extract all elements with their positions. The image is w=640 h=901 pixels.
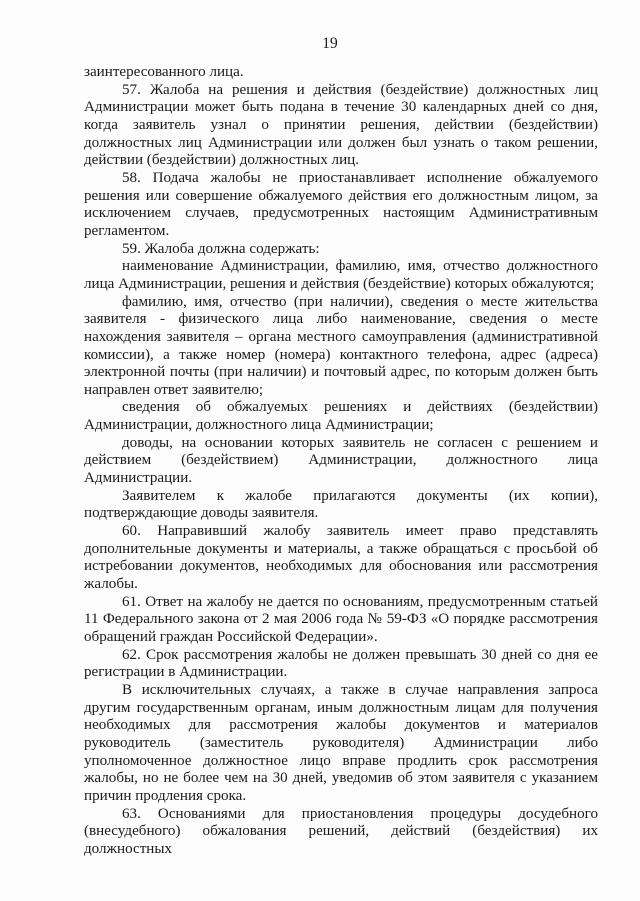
paragraph-continuation: заинтересованного лица. <box>84 64 244 80</box>
paragraph-59-item-3: сведения об обжалуемых решениях и действиях (бездействии) Администрации, должностного лица Администрации; <box>84 399 598 434</box>
paragraph-61: 61. Ответ на жалобу не дается по основаниям, предусмотренным статьей 11 Федерального закона от 2 мая 2006 года № 59-ФЗ «О порядке рассмотрения обращений граждан Российской Федерации». <box>84 593 598 645</box>
document-body <box>84 64 598 859</box>
paragraph-57: 57. Жалоба на решения и действия (бездействие) должностных лиц Администрации может быть подана в течение 30 календарных дней со дня, когда заявитель узнал о принятии решения, действии (бездействии) должностных лиц Администрации или должен был узнать о таком решении, действии (бездействии) должностных лиц. <box>84 81 598 169</box>
paragraph-59-item-1: наименование Администрации, фамилию, имя, отчество должностного лица Администрации, решения и действия (бездействие) которых обжалуются; <box>84 258 598 292</box>
paragraph-59-item-4: доводы, на основании которых заявитель не согласен с решением и действием (бездействием) Администрации, должностного лица Администрации. <box>84 434 598 487</box>
paragraph-59-item-2: фамилию, имя, отчество (при наличии), сведения о месте жительства заявителя - физического лица либо наименование, сведения о месте нахождения заявителя – органа местного самоуправления (административной комиссии), а также номер (номера) контактного телефона, адрес (адреса) электронной почты (при наличии) и почтовый адрес, по которым должен быть направлен ответ заявителю; <box>84 293 598 398</box>
paragraph-60: 60. Направивший жалобу заявитель имеет право представлять дополнительные документы и материалы, а также обращаться с просьбой об истребовании документов, необходимых для обоснования или рассмотрения жалобы. <box>84 523 598 593</box>
paragraph-59: 59. Жалоба должна содержать: <box>122 240 320 257</box>
paragraph-59-attachments: Заявителем к жалобе прилагаются документы (их копии), подтверждающие доводы заявителя. <box>84 487 598 522</box>
page-number: 19 <box>322 35 338 52</box>
paragraph-62-exceptions: В исключительных случаях, а также в случае направления запроса другим государственным органам, иным должностным лицам для получения необходимых для рассмотрения жалобы документов и материалов руководитель (заместитель руководителя) Администрации либо уполномоченное должностное лицо вправе продлить срок рассмотрения жалобы, но не более чем на 30 дней, уведомив об этом заявителя с указанием причин продления срока. <box>84 681 598 804</box>
paragraph-58: 58. Подача жалобы не приостанавливает исполнение обжалуемого решения или совершение обжалуемого действия его должностным лицом, за исключением случаев, предусмотренных настоящим Административным регламентом. <box>84 169 598 239</box>
paragraph-63: 63. Основаниями для приостановления процедуры досудебного (внесудебного) обжалования решений, действий (бездействия) их должностных <box>84 805 598 857</box>
paragraph-62: 62. Срок рассмотрения жалобы не должен превышать 30 дней со дня ее регистрации в Администрации. <box>84 646 598 681</box>
